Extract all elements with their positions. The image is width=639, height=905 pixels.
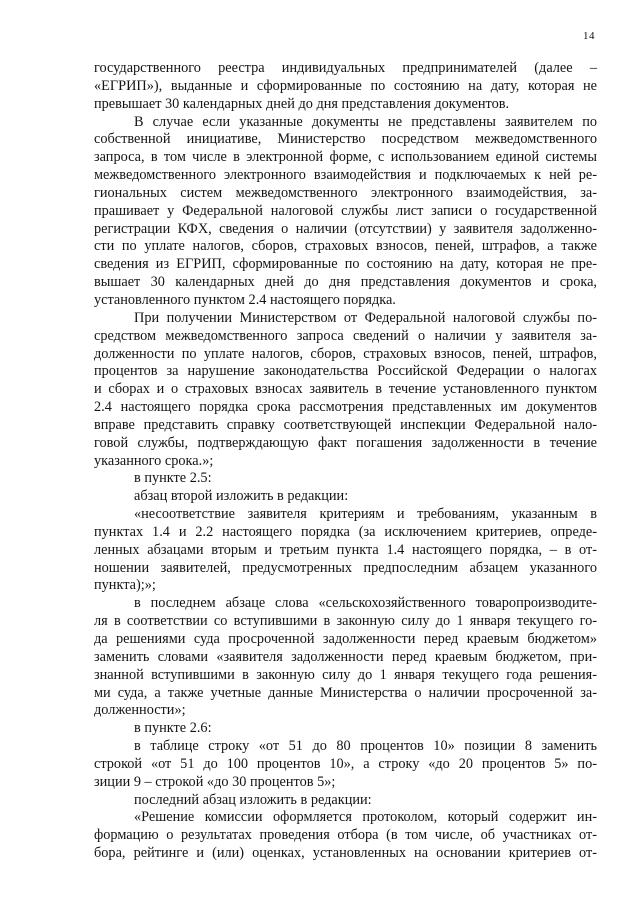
text-line: заменить словами «заявителя задолженности перед краевым бюджетом, при- — [94, 648, 597, 665]
page-number: 14 — [583, 30, 595, 42]
text-line: 2.4 настоящего порядка срока рассмотрения представленных им документов — [94, 399, 597, 416]
text-line: ля в соответствии со вступившими в законную силу до 1 января текущего го- — [94, 613, 597, 630]
text-line: процентов за нарушение законодательства Российской Федерации о налогах — [94, 363, 597, 380]
text-line: зиции 9 – строкой «до 30 процентов 5»; — [94, 773, 336, 790]
text-line: ленных абзацами вторым и третьим пункта 1.4 настоящего порядка, – в от- — [94, 541, 597, 558]
text-line: в пункте 2.6: — [134, 720, 212, 737]
text-line: долженности по уплате налогов, сборов, страховых взносов, пеней, штрафов, — [94, 345, 597, 362]
text-line: «Решение комиссии оформляется протоколом, который содержит ин- — [134, 809, 597, 826]
text-line: В случае если указанные документы не представлены заявителем по — [134, 113, 597, 130]
text-line: При получении Министерством от Федеральной налоговой службы по- — [134, 309, 597, 326]
text-line: последний абзац изложить в редакции: — [134, 791, 372, 808]
document-body — [94, 60, 597, 863]
text-line: вышает 30 календарных дней до дня представления документов и срока, — [94, 274, 597, 291]
text-line: «ЕГРИП»), выданные и сформированные по состоянию на дату, которая не — [94, 77, 597, 94]
text-line: долженности»; — [94, 702, 186, 719]
text-line: указанного срока.»; — [94, 452, 214, 469]
text-line: государственного реестра индивидуальных предпринимателей (далее – — [94, 60, 597, 76]
text-line: и сборах и о страховых взносах заявитель в течение установленного пунктом — [94, 381, 597, 398]
text-line: в последнем абзаце слова «сельскохозяйственного товаропроизводите- — [134, 595, 597, 612]
text-line: формацию о результатах проведения отбора (в том числе, об участниках от- — [94, 827, 597, 844]
text-line: превышает 30 календарных дней до дня представления документов. — [94, 95, 510, 112]
text-line: строкой «от 51 до 100 процентов 10», а строку «до 20 процентов 5» по- — [94, 755, 597, 772]
text-line: пункта);»; — [94, 577, 156, 594]
text-line: в таблице строку «от 51 до 80 процентов 10» позиции 8 заменить — [134, 738, 597, 755]
text-line: средством межведомственного запроса сведений о наличии у заявителя за- — [94, 327, 597, 344]
text-line: абзац второй изложить в редакции: — [134, 488, 349, 505]
text-line: установленного пунктом 2.4 настоящего порядка. — [94, 291, 396, 308]
text-line: в пункте 2.5: — [134, 470, 212, 487]
text-line: регистрации КФХ, сведения о наличии (отсутствии) у заявителя задолженно- — [94, 220, 597, 237]
text-line: сведения из ЕГРИП, сформированные по состоянию на дату, которая не пре- — [94, 256, 597, 273]
text-line: собственной инициативе, Министерство посредством межведомственного — [94, 131, 597, 148]
text-line: ношении заявителей, предусмотренных предпоследним абзацем указанного — [94, 559, 597, 576]
text-line: говой службы, подтверждающую факт погашения задолженности в течение — [94, 434, 597, 451]
text-line: запроса, в том числе в электронной форме, с использованием единой системы — [94, 149, 597, 166]
text-line: «несоответствие заявителя критериям и требованиям, указанным в — [134, 506, 597, 523]
text-line: сти по уплате налогов, сборов, страховых взносов, пеней, штрафов, а также — [94, 238, 597, 255]
text-line: межведомственного электронного взаимодействия и подключаемых к ней ре- — [94, 167, 597, 184]
text-line: вправе представить справку соответствующей инспекции Федеральной нало- — [94, 416, 597, 433]
text-line: да решениями суда просроченной задолженности перед краевым бюджетом» — [94, 631, 597, 647]
text-line: бора, рейтинге и (или) оценках, установленных на основании критериев от- — [94, 845, 597, 862]
text-line: гиональных систем межведомственного электронного взаимодействия, за- — [94, 184, 597, 201]
text-line: знанной вступившими в законную силу до 1 января текущего года решения- — [94, 666, 597, 683]
text-line: пунктах 1.4 и 2.2 настоящего порядка (за исключением критериев, опреде- — [94, 523, 597, 540]
text-line: ми суда, а также учетные данные Министерства о наличии просроченной за- — [94, 684, 597, 701]
text-line: прашивает у Федеральной налоговой службы лист записи о государственной — [94, 202, 597, 219]
